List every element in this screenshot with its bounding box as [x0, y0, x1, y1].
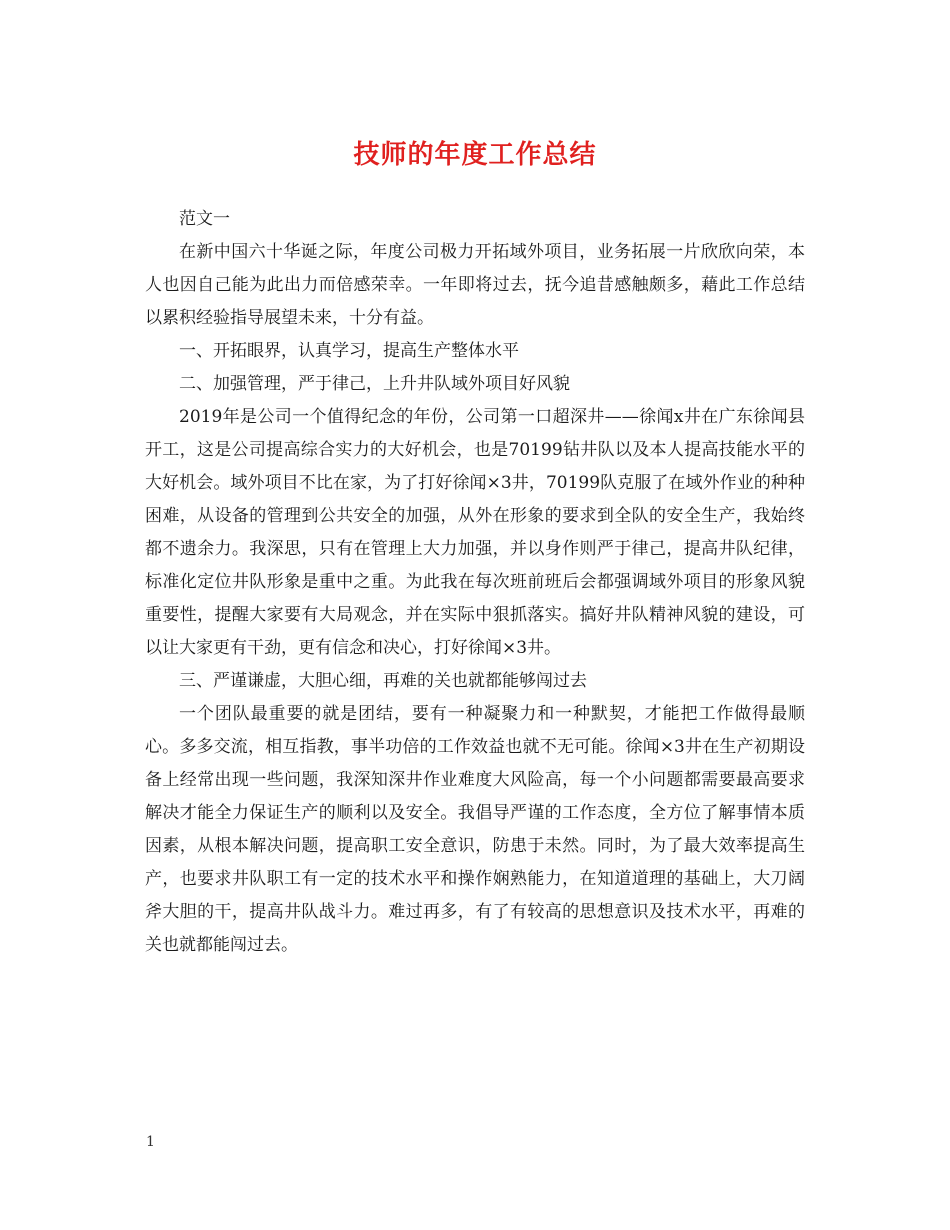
- paragraph-section-2-body: 2019年是公司一个值得纪念的年份，公司第一口超深井——徐闻x井在广东徐闻县开工，这是公司提高综合实力的大好机会，也是70199钻井队以及本人提高技能水平的大好机会。域外项目不比在家，为了打好徐闻×3井，70199队克服了在域外作业的种种困难，从设备的管理到公共安全的加强，从外在形象的要求到全队的安全生产，我始终都不遗余力。我深思，只有在管理上大力加强，并以身作则严于律己，提高井队纪律，标准化定位井队形象是重中之重。为此我在每次班前班后会都强调域外项目的形象风貌重要性，提醒大家要有大局观念，并在实际中狠抓落实。搞好井队精神风貌的建设，可以让大家更有干劲，更有信念和决心，打好徐闻×3井。: [145, 407, 805, 658]
- page-number: 1: [146, 1134, 155, 1150]
- document-body: [145, 203, 805, 962]
- paragraph-intro: 在新中国六十华诞之际，年度公司极力开拓域外项目，业务拓展一片欣欣向荣，本人也因自己能为此出力而倍感荣幸。一年即将过去，抚今追昔感触颇多，藉此工作总结以累积经验指导展望未来，十分有益。: [145, 242, 805, 328]
- section-heading-2: 二、加强管理，严于律己，上升井队域外项目好风貌: [179, 374, 570, 394]
- paragraph-section-3-body: 一个团队最重要的就是团结，要有一种凝聚力和一种默契，才能把工作做得最顺心。多多交流，相互指教，事半功倍的工作效益也就不无可能。徐闻×3井在生产初期设备上经常出现一些问题，我深知深井作业难度大风险高，每一个小问题都需要最高要求解决才能全力保证生产的顺利以及安全。我倡导严谨的工作态度，全方位了解事情本质因素，从根本解决问题，提高职工安全意识，防患于未然。同时，为了最大效率提高生产，也要求井队职工有一定的技术水平和操作娴熟能力，在知道道理的基础上，大刀阔斧大胆的干，提高井队战斗力。难过再多，有了有较高的思想意识及技术水平，再难的关也就都能闯过去。: [145, 704, 805, 955]
- paragraph-sample-label: 范文一: [179, 209, 230, 229]
- section-heading-3: 三、严谨谦虚，大胆心细，再难的关也就都能够闯过去: [179, 671, 587, 691]
- section-heading-1: 一、开拓眼界，认真学习，提高生产整体水平: [179, 341, 519, 361]
- document-title: 技师的年度工作总结: [353, 140, 597, 170]
